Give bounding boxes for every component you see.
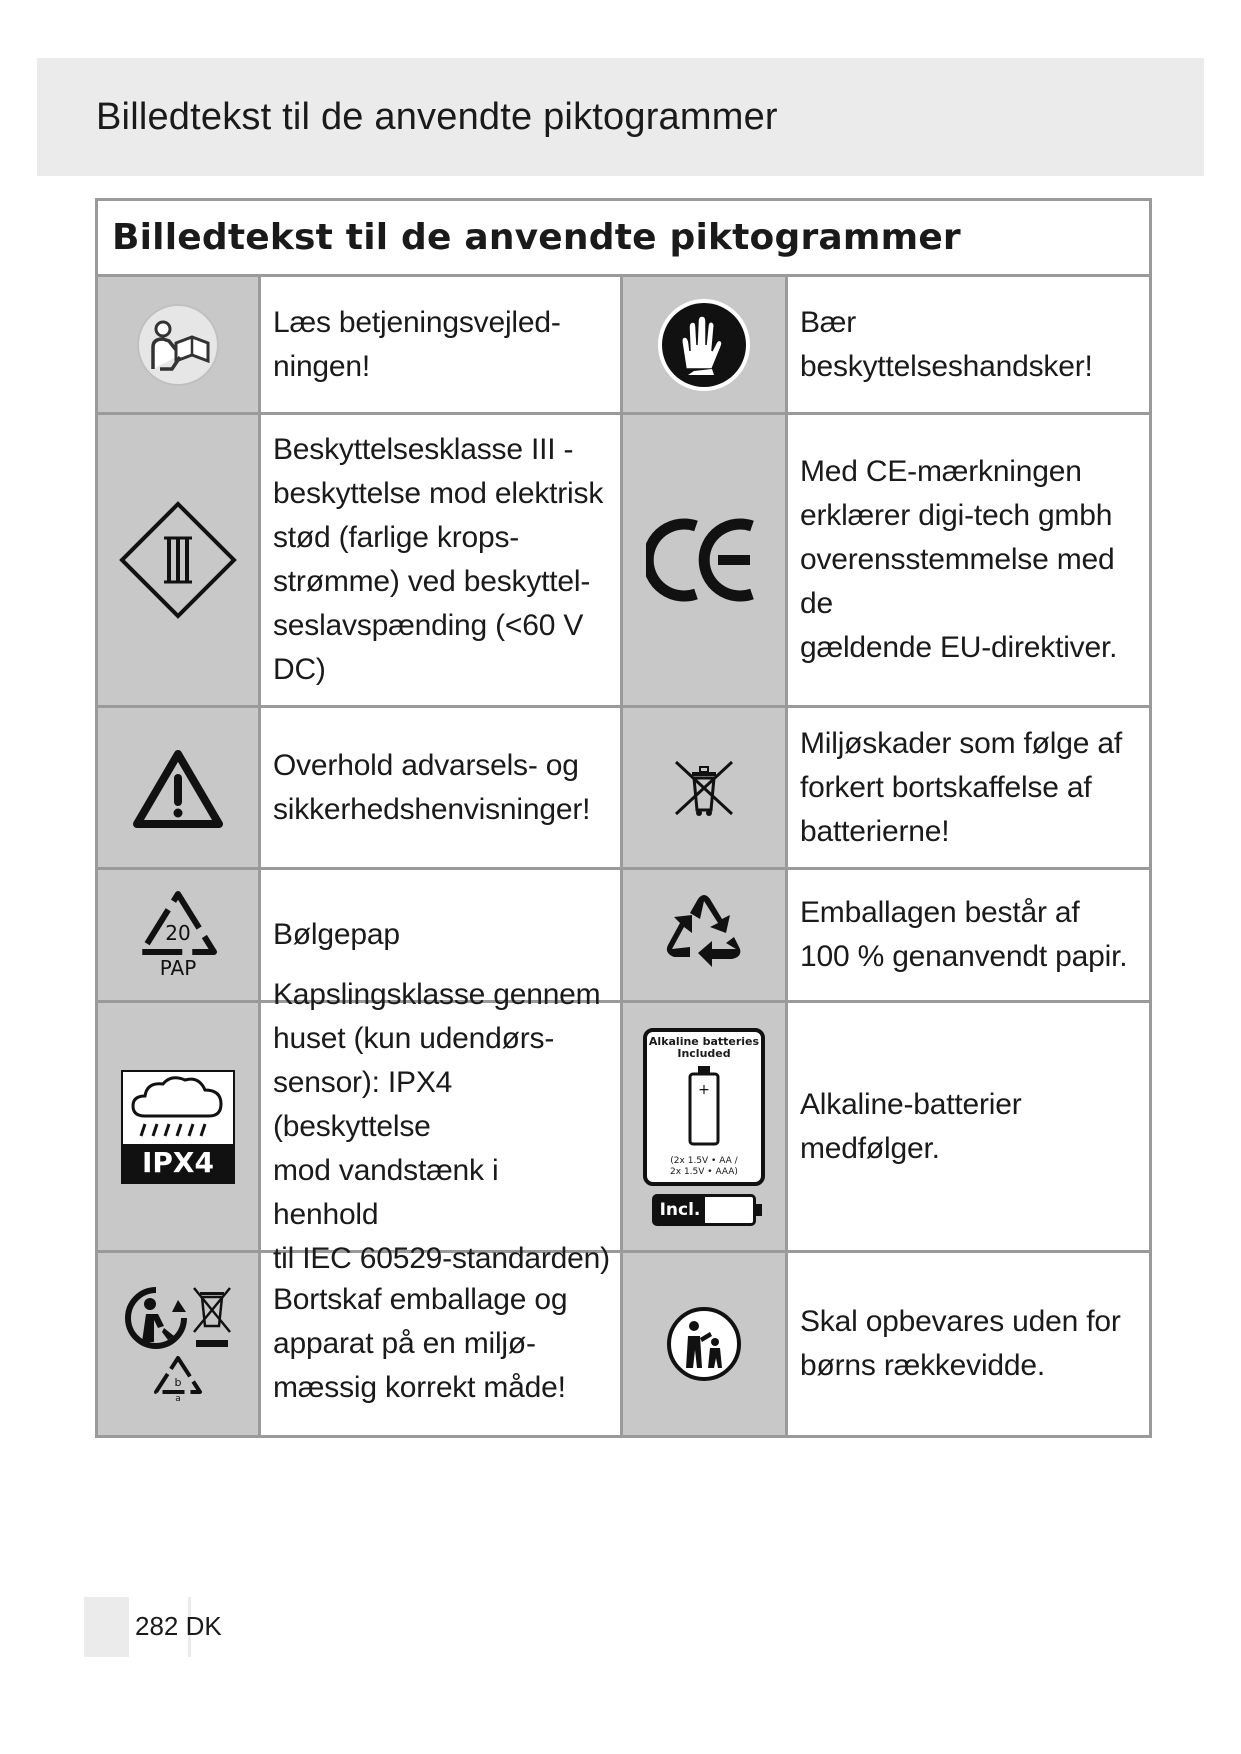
table-title-row — [98, 201, 1149, 277]
warning-icon — [98, 708, 261, 867]
weee-bin-icon — [192, 1286, 232, 1350]
table-row — [98, 977, 1149, 1275]
keep-away-children-icon — [623, 1253, 788, 1435]
protection-class-text: Beskyttelsesklasse III - beskyttelse mod elektrisk stød (farlige krops- strømme) ved beskyttel- seslavspænding (<60 V DC) — [273, 433, 604, 686]
ce-mark-icon — [623, 415, 788, 705]
table-row — [98, 708, 1149, 870]
dispose-packaging-icon — [98, 1253, 261, 1435]
pap-recycling-icon — [98, 870, 261, 1000]
pap-text: Bølgepap — [273, 918, 400, 951]
recycling-triangle-icon — [152, 1354, 204, 1402]
pap-label: PAP — [159, 956, 197, 980]
pictogram-legend-table — [95, 198, 1152, 1438]
recycled-paper-text: Emballagen består af 100 % genanvendt papir. — [800, 896, 1128, 973]
battery-disposal-text: Miljøskader som følge af forkert bortskaffelse af batterierne! — [800, 726, 1122, 848]
ce-mark-text: Med CE-mærkningen erklærer digi-tech gmbh overensstemmelse med de gældende EU-direktiver. — [800, 455, 1118, 664]
dispose-text: Bortskaf emballage og apparat på en miljø- mæssig korrekt måde! — [273, 1283, 568, 1404]
incl-label: Incl. — [655, 1197, 705, 1223]
table-title: Billedtekst til de anvendte piktogrammer — [112, 217, 961, 258]
batteries-text: Alkaline-batterier medfølger. — [800, 1087, 1022, 1165]
gloves-text: Bær beskyttelseshandsker! — [800, 305, 1093, 383]
table-row — [98, 1253, 1149, 1435]
ipx4-text: Kapslingsklasse gennem huset (kun udendørs- sensor): IPX4 (beskyttelse mod vandstænk i henhold til IEC 60529-standarden) — [273, 977, 610, 1275]
ipx4-label: IPX4 — [123, 1144, 233, 1182]
read-manual-icon — [98, 277, 261, 412]
warning-text: Overhold advarsels- og sikkerhedshenvisninger! — [273, 748, 591, 826]
keep-away-text: Skal opbevares uden for børns rækkevidde. — [800, 1305, 1121, 1382]
batteries-spec: (2x 1.5V • AA / 2x 1.5V • AAA) — [670, 1155, 738, 1177]
ipx4-icon — [98, 1003, 261, 1250]
header-band — [37, 58, 1204, 176]
svg-text:+: + — [698, 1081, 710, 1098]
page-number: 282 DK — [135, 1611, 222, 1641]
svg-text:a: a — [175, 1394, 181, 1402]
svg-text:b: b — [174, 1376, 182, 1389]
protection-class-iii-icon — [98, 415, 261, 705]
page-title: Billedtekst til de anvendte piktogrammer — [96, 96, 778, 138]
pap-code: 20 — [165, 921, 191, 945]
table-row — [98, 277, 1149, 415]
batteries-title: Alkaline batteries Included — [648, 1034, 760, 1060]
table-row — [98, 870, 1149, 1003]
read-manual-text: Læs betjeningsvejled- ningen! — [273, 305, 561, 383]
table-row — [98, 415, 1149, 708]
batteries-included-icon — [623, 1003, 788, 1250]
crossed-bin-icon — [623, 708, 788, 867]
tidyman-icon — [124, 1286, 188, 1350]
recycle-icon — [623, 870, 788, 1000]
gloves-icon — [623, 277, 788, 412]
footer-marker — [84, 1597, 129, 1657]
